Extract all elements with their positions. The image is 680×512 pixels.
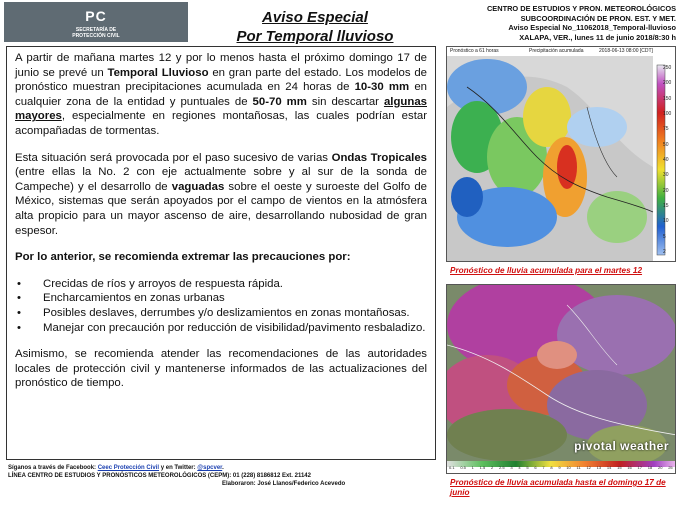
p2-bold-vaguadas: vaguadas — [171, 180, 225, 193]
map1-scale-label: 15 — [663, 202, 669, 209]
map2-scale-label: 9 — [558, 465, 561, 470]
map2-scale-label: 16 — [627, 465, 632, 470]
title-line1: Aviso Especial — [262, 9, 368, 26]
list-item: • Posibles deslaves, derrumbes y/o deslizamientos en zonas montañosas. — [15, 306, 427, 321]
map2-scale-label: 2 — [490, 465, 494, 470]
paragraph-2 — [15, 151, 427, 239]
map2-scale-label: 5 — [526, 465, 529, 470]
list-item: • Manejar con precaución por reducción de visibilidad/pavimento resbaladizo. — [15, 321, 427, 336]
map2-scale-label: 1 — [471, 465, 474, 470]
map1-scale-label: 50 — [663, 141, 669, 148]
list-item: • Encharcamientos en zonas urbanas — [15, 291, 427, 306]
map1-right-label: 2018-06-13 08:00 [CDT] — [599, 48, 653, 54]
p1-text-e: en cualquier zona de la entidad y puntuales de — [15, 81, 427, 108]
map1-scale-label: 200 — [663, 80, 672, 87]
paragraph-3 — [15, 250, 427, 265]
logo — [4, 2, 188, 42]
map1-graphic — [447, 47, 676, 262]
map1-caption: Pronóstico de lluvia acumulada para el martes 12 — [450, 266, 643, 275]
map1-scale-label: 75 — [663, 126, 669, 133]
map2-scale-label: 1.5 — [479, 465, 486, 470]
p3-bold-recommend: Por lo anterior, se recomienda extremar las precauciones por: — [15, 251, 351, 264]
map2-scale-label: 25 — [668, 465, 673, 470]
map2-scale-label: 20 — [657, 465, 663, 470]
map2-scale-label: 13 — [596, 465, 602, 470]
map1-scale-label: 30 — [663, 172, 669, 179]
forecast-map-sunday — [446, 284, 676, 474]
map2-scale-label: 3 — [510, 465, 513, 470]
twitter-link[interactable]: @spcver — [197, 465, 223, 471]
map1-scale-label: 150 — [663, 95, 672, 102]
p2-bold-ondas: Ondas Tropicales — [331, 151, 427, 164]
precautions-list — [15, 277, 427, 335]
map1-scale-label: 20 — [663, 187, 669, 194]
main-text-box — [6, 46, 436, 460]
map2-scale-label: 2.5 — [498, 465, 505, 470]
map2-scale-label: 18 — [647, 465, 653, 470]
map2-scale-label: 10 — [566, 465, 571, 470]
p1-text-c: en gran parte del estado. Los modelos de pronóstico muestran precipitaciones acumulada en 24 horas de — [15, 66, 428, 94]
map1-scale-label: 250 — [663, 65, 672, 71]
p2-text-c: (entre ellas la No. 2 con eje actualmente sobre y al sur de la sonda de Campeche) y el desarrollo de — [15, 166, 427, 193]
header-line1: CENTRO DE ESTUDIOS Y PRON. METEOROLÓGICOS — [486, 4, 676, 13]
footer-authors: Elaboraron: José Llanos/Federico Acevedo — [222, 481, 346, 487]
map1-scale-label: 10 — [663, 218, 669, 225]
forecast-map-tuesday — [446, 46, 676, 262]
title-line2: Por Temporal lluvioso — [236, 28, 394, 45]
map2-caption: Pronóstico de lluvia acumulada hasta el domingo 17 de junio — [450, 478, 666, 497]
header-info — [420, 4, 676, 42]
footer-phone: LÍNEA CENTRO DE ESTUDIOS Y PRONÓSTICOS METEOROLÓGICOS (CEPM): 01 (228) 8186812 Ext. 21142 — [8, 473, 311, 479]
pivotal-weather-watermark: pivotal weather — [574, 439, 669, 453]
footer-social — [8, 464, 438, 472]
header-line2: SUBCOORDINACIÓN DE PRON. EST. Y MET. — [520, 13, 676, 23]
facebook-link[interactable]: Ceec Protección Civil — [97, 465, 160, 471]
paragraph-4: Asimismo, se recomienda atender las recomendaciones de las autoridades locales de protección civil y mantenerse informados de las actualizaciones del pronóstico de tiempo. — [15, 348, 427, 390]
map1-scale-label: 40 — [663, 156, 669, 163]
p1-bold-range2: 50-70 mm — [252, 95, 307, 108]
map1-mid-label: Precipitación acumulada — [529, 48, 584, 54]
p2-text-a: Esta situación será provocada por el paso sucesivo de varias — [15, 151, 332, 164]
logo-abbr: PC — [85, 8, 107, 24]
map1-scale-label: 5 — [663, 233, 666, 240]
header-line3: Aviso Especial No_11062018_Temporal-lluvioso — [508, 23, 676, 33]
map2-scale-label: 17 — [637, 465, 642, 470]
map2-scale-label: 6 — [534, 465, 537, 470]
map2-scale-label: 14 — [606, 465, 612, 470]
p2-text-e: sobre el oeste y suroeste del Golfo de México, sistemas que serán apoyados por el campo de vientos en la atmósfera alta propicio para un mayor ascenso de aire, desarrollando nubosidad de gran espesor. — [15, 180, 427, 237]
map2-scale-label: 15 — [617, 465, 622, 470]
paragraph-1 — [15, 51, 427, 139]
p1-text-a: A partir de mañana martes 12 y por lo menos hasta el próximo domingo 17 de junio se prevé un — [15, 52, 427, 79]
footer-twitter-prefix: y en Twitter: — [159, 465, 198, 471]
map1-left-label: Pronóstico a 61 horas — [450, 48, 499, 54]
logo-line1: SECRETARÍA DE — [75, 27, 117, 33]
logo-line2: PROTECCIÓN CIVIL — [72, 33, 120, 39]
p1-text-i: , especialmente en regiones montañosas, las cuales podrían estar acompañadas de tormentas. — [15, 110, 427, 137]
p1-text-g: sin descartar — [306, 95, 384, 108]
map2-scale-label: 7 — [542, 465, 545, 470]
footer — [8, 464, 438, 488]
list-item: • Crecidas de ríos y arroyos de respuesta rápida. — [15, 277, 427, 292]
map1-scale-label: 2 — [663, 248, 666, 255]
map2-scale-label: 4 — [518, 465, 521, 470]
p1-bold-range1: 10-30 mm — [354, 81, 410, 94]
map2-scale-labels — [449, 465, 673, 473]
map1-scale-label: 100 — [663, 110, 672, 117]
p1-bold-temporal: Temporal Lluvioso — [107, 66, 209, 79]
logo-secretaria — [4, 27, 188, 39]
footer-period: . — [222, 465, 224, 471]
page-title — [222, 8, 408, 46]
map1-scale-labels — [663, 65, 675, 255]
p1-bold-mayores: algunas mayores — [15, 95, 427, 123]
footer-social-prefix: Síganos a través de Facebook: — [8, 465, 98, 471]
map2-scale-label: 0.1 — [449, 465, 455, 470]
map2-scale-label: 11 — [576, 465, 581, 470]
map2-scale-label: 8 — [550, 465, 553, 470]
header-line4: XALAPA, VER., lunes 11 de junio 2018/8:30 h — [519, 32, 676, 42]
map2-scale-label: 12 — [586, 465, 591, 470]
map2-scale-label: 0.5 — [460, 465, 466, 470]
